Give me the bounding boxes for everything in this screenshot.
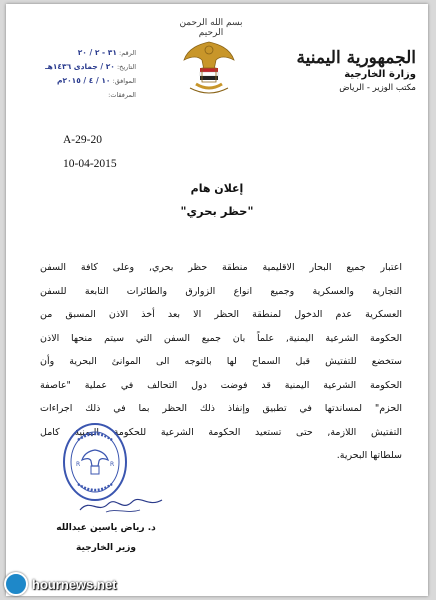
reference-row-corresponding: الموافق: ١٠ / ٤ / ٢٠١٥م xyxy=(57,76,136,85)
body-line: التفتيش اللازمة, حتى تستعيد الحكومة الشرعية للحكومة اليمنية كامل xyxy=(40,426,402,438)
signatory-name: د. رياض ياسين عبدالله xyxy=(56,523,156,533)
ministry-name: وزارة الخارجية xyxy=(344,69,416,80)
watermark xyxy=(4,572,117,596)
reference-row-date: التاريخ: ٢٠ / جمادى ١٤٣٦هـ xyxy=(45,62,136,71)
svg-text:R: R xyxy=(76,461,81,468)
handwritten-signature-icon xyxy=(76,488,166,518)
announcement-title: إعلان هام xyxy=(190,182,244,195)
republic-name: الجمهورية اليمنية xyxy=(296,48,416,68)
reference-number: A-29-20 xyxy=(63,134,102,146)
body-line: اعتبار جميع البحار الاقليمية منطقة حظر بحري, وعلى كافة السفن xyxy=(40,262,402,273)
signatory-title: وزير الخارجية xyxy=(75,543,137,553)
reference-row-number: الرقم: ٣١ - ٢ / ٢٠ xyxy=(77,48,136,57)
basmala-calligraphy: بسم الله الرحمن الرحيم xyxy=(179,18,243,38)
body-line: ستخضع للتفتيش قبل السماح لها بالتوجه الى الموانئ البحرية وأن xyxy=(40,356,402,367)
reference-row-attachments: المرفقات: xyxy=(108,91,136,99)
document-reference xyxy=(63,128,117,176)
body-line: الحكومة الشرعية اليمنية قد فوضت دول التحالف في عملية "عاصفة xyxy=(40,379,402,391)
body-line: التجارية والعسكرية وجميع انواع الزوارق والطائرات التابعة للسفن xyxy=(40,285,402,297)
svg-text:R: R xyxy=(110,461,115,468)
body-line: الحكومة الشرعية اليمنية, علماً بان جميع السفن التي سيتم منحها الاذن xyxy=(40,332,402,344)
reference-date: 10-04-2015 xyxy=(63,158,117,170)
watermark-text: hournews.net xyxy=(32,576,117,592)
ministry-letterhead xyxy=(276,48,416,94)
body-line: الحزم" لمساندتها في تطبيق وإنفاذ ذلك الحظر بما في ذلك اجراءات xyxy=(40,403,402,414)
watermark-logo-icon xyxy=(4,572,28,596)
yemen-eagle-emblem-icon xyxy=(182,38,236,98)
body-line: سلطاتها البحرية. xyxy=(336,450,402,461)
signatory-block xyxy=(46,518,166,558)
body-line: العسكرية عدم الدخول لمنطقة الحظر الا بعد أخذ الاذن المسبق من xyxy=(40,309,402,320)
document-page xyxy=(6,4,428,596)
office-name: مكتب الوزير - الرياض xyxy=(339,83,416,93)
announcement-subtitle: "حظر بحري" xyxy=(180,204,254,218)
reference-fields xyxy=(16,46,136,102)
